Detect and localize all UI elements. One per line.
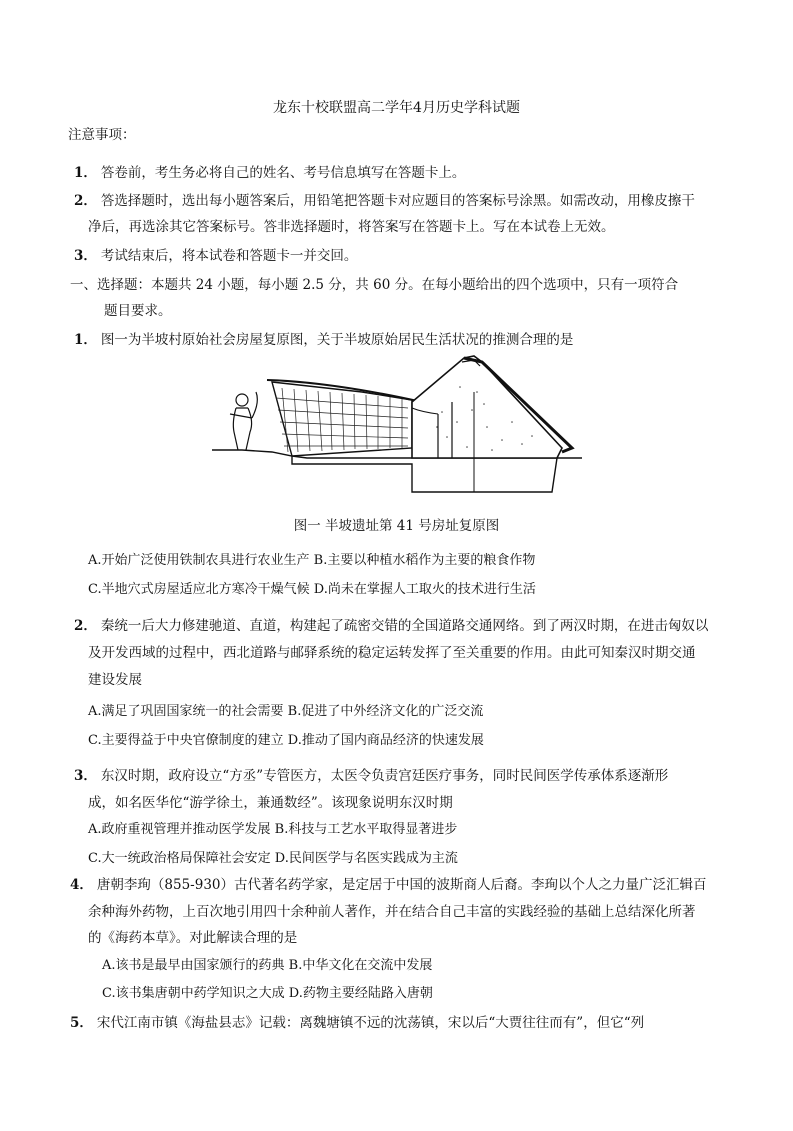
question-number: 3． [74,768,97,784]
notice-1 [74,161,465,181]
question-1 [74,328,573,348]
question-text: 唐朝李珣（855-930）古代著名药学家，是定居于中国的波斯商人后裔。李珣以个人之力量广泛汇辑百 [96,877,707,893]
notice-heading: 注意事项： [68,127,136,143]
notice-2-cont: 净后，再选涂其它答案标号。答非选择题时，将答案写在答题卡上。写在本试卷上无效。 [88,219,615,235]
question-text: 秦统一后大力修建驰道、直道，构建起了疏密交错的全国道路交通网络。到了两汉时期，在进击匈奴以 [100,618,709,634]
question-text: 图一为半坡村原始社会房屋复原图，关于半坡原始居民生活状况的推测合理的是 [100,332,574,348]
question-number: 4． [70,877,93,893]
section-heading: 一、选择题：本题共 24 小题，每小题 2.5 分，共 60 分。在每小题给出的四个选项中，只有一项符合 [70,277,679,293]
notice-text: 答卷前，考生务必将自己的姓名、考号信息填写在答题卡上。 [100,165,466,181]
figure-caption: 图一 半坡遗址第 41 号房址复原图 [293,518,500,534]
question-4-option-line-1[interactable]: A.该书是最早由国家颁行的药典 B.中华文化在交流中发展 [102,958,433,973]
question-3 [74,764,668,784]
question-4 [70,873,707,893]
banpo-house-illustration [212,352,592,500]
notice-number: 3． [74,248,97,264]
question-2-cont: 及开发西域的过程中，西北道路与邮驿系统的稳定运转发挥了至关重要的作用。由此可知秦汉时期交通 [88,645,696,661]
notice-number: 2． [74,193,97,209]
question-2-option-line-2[interactable]: C.主要得益于中央官僚制度的建立 D.推动了国内商品经济的快速发展 [88,733,484,748]
question-2 [74,614,708,634]
question-4-cont: 余种海外药物，上百次地引用四十余种前人著作，并在结合自己丰富的实践经验的基础上总结深化所著 [88,904,696,920]
question-4-option-line-2[interactable]: C.该书集唐朝中药学知识之大成 D.药物主要经陆路入唐朝 [102,986,433,1001]
question-3-option-line-2[interactable]: C.大一统政治格局保障社会安定 D.民间医学与名医实践成为主流 [88,851,458,866]
question-2-option-line-1[interactable]: A.满足了巩固国家统一的社会需要 B.促进了中外经济文化的广泛交流 [88,704,484,719]
question-2-cont: 建设发展 [88,672,142,688]
notice-number: 1． [74,165,97,181]
question-text: 东汉时期，政府设立“方丞”专管医方，太医令负责宫廷医疗事务，同时民间医学传承体系逐渐形 [100,768,669,784]
question-text: 宋代江南市镇《海盐县志》记载：离魏塘镇不远的沈荡镇，宋以后“大贾往往而有”，但它“列 [96,1015,645,1031]
section-heading-cont: 题目要求。 [104,303,172,319]
question-5 [70,1011,644,1031]
question-number: 1． [74,332,97,348]
notice-2 [74,189,695,209]
question-number: 2． [74,618,97,634]
question-1-option-line-2[interactable]: C.半地穴式房屋适应北方寒冷干燥气候 D.尚未在掌握人工取火的技术进行生活 [88,582,536,597]
question-4-cont: 的《海药本草》。对此解读合理的是 [88,930,298,946]
question-3-cont: 成，如名医华佗“游学徐土，兼通数经”。该现象说明东汉时期 [88,795,453,811]
notice-3 [74,244,357,264]
notice-text: 答选择题时，选出每小题答案后，用铅笔把答题卡对应题目的答案标号涂黑。如需改动，用橡皮擦干 [100,193,695,209]
question-number: 5． [70,1015,93,1031]
page-title: 龙东十校联盟高二学年4月历史学科试题 [273,100,520,116]
question-3-option-line-1[interactable]: A.政府重视管理并推动医学发展 B.科技与工艺水平取得显著进步 [88,822,458,837]
notice-text: 考试结束后，将本试卷和答题卡一并交回。 [100,248,358,264]
question-1-option-line-1[interactable]: A.开始广泛使用铁制农具进行农业生产 B.主要以种植水稻作为主要的粮食作物 [88,553,536,568]
